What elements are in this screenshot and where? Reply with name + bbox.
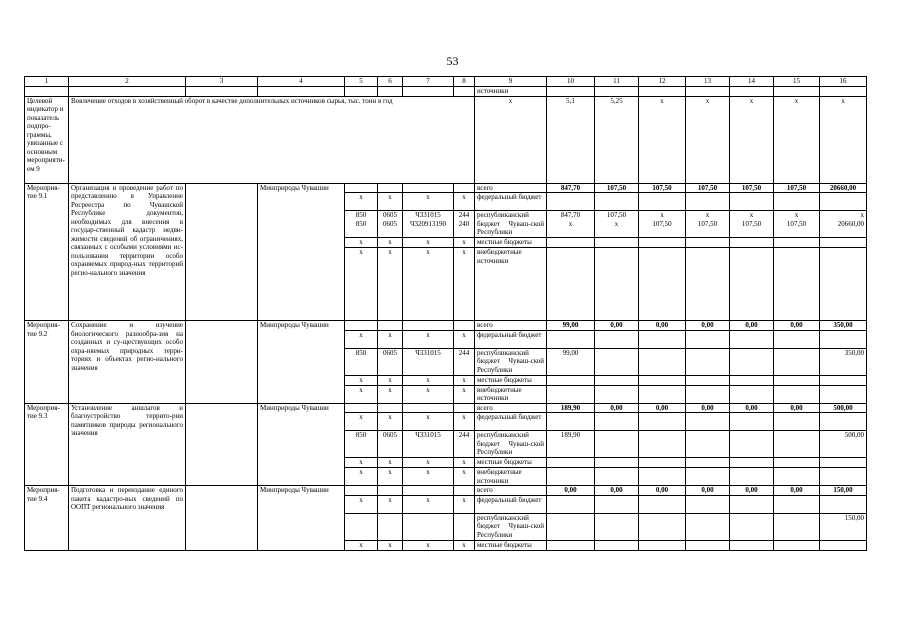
empty-cell bbox=[595, 238, 639, 248]
source-cell: федеральный бюджет bbox=[475, 495, 547, 513]
source-cell: источники bbox=[475, 87, 547, 97]
code-cell: х bbox=[378, 238, 403, 248]
empty-cell bbox=[547, 413, 595, 431]
empty-cell bbox=[774, 458, 820, 468]
executor-cell: Минприроды Чувашии bbox=[258, 403, 345, 486]
empty-cell bbox=[403, 486, 454, 496]
column-number-4: 4 bbox=[258, 77, 345, 87]
source-cell: местные бюджеты bbox=[475, 238, 547, 248]
kbk-cell: Ч331015 bbox=[403, 348, 454, 375]
empty-cell bbox=[730, 238, 774, 248]
empty-cell bbox=[186, 321, 258, 404]
amount-cell: 150,00 bbox=[820, 486, 867, 496]
indicator-col9: х bbox=[475, 96, 547, 183]
empty-cell bbox=[454, 87, 475, 97]
column-number-2: 2 bbox=[69, 77, 186, 87]
amount-cell: 189,90 bbox=[547, 403, 595, 413]
column-number-14: 14 bbox=[730, 77, 774, 87]
empty-cell bbox=[595, 193, 639, 211]
code-cell: х bbox=[345, 330, 378, 348]
empty-cell bbox=[639, 330, 686, 348]
empty-cell bbox=[639, 87, 686, 97]
empty-cell bbox=[547, 238, 595, 248]
code-cell: х bbox=[403, 193, 454, 211]
amount-cell: 0,00 bbox=[595, 403, 639, 413]
empty-cell bbox=[820, 468, 867, 486]
activity-name: Подготовка и переиздание единого пакета кадастро-вых сведений по ООПТ регионального значения bbox=[69, 486, 186, 551]
empty-cell bbox=[686, 385, 730, 403]
empty-cell bbox=[774, 330, 820, 348]
indicator-value: х bbox=[639, 96, 686, 183]
source-cell: внебюджетные источники bbox=[475, 468, 547, 486]
kbk-cell: 0605 0605 bbox=[378, 211, 403, 238]
empty-cell bbox=[686, 468, 730, 486]
source-cell: всего bbox=[475, 486, 547, 496]
code-cell: х bbox=[345, 413, 378, 431]
activity-name: Установление аншлагов и благоустройство террито-рии памятников природы регионального значения bbox=[69, 403, 186, 486]
carry-over-row bbox=[25, 87, 867, 97]
code-cell: х bbox=[454, 468, 475, 486]
code-cell: х bbox=[378, 385, 403, 403]
code-cell: х bbox=[454, 238, 475, 248]
empty-cell bbox=[686, 248, 730, 321]
empty-cell bbox=[454, 403, 475, 413]
kbk-cell: 244 240 bbox=[454, 211, 475, 238]
source-cell: внебюджетные источники bbox=[475, 385, 547, 403]
empty-cell bbox=[454, 486, 475, 496]
amount-cell: 107,50 bbox=[686, 183, 730, 193]
amount-cell: 99,00 bbox=[547, 348, 595, 375]
empty-cell bbox=[547, 193, 595, 211]
amount-cell: 189,90 bbox=[547, 431, 595, 458]
amount-cell: 0,00 bbox=[639, 403, 686, 413]
empty-cell bbox=[595, 385, 639, 403]
empty-cell bbox=[820, 87, 867, 97]
amount-cell: 107,50 х bbox=[595, 211, 639, 238]
source-cell: республиканский бюджет Чуваш-ской Республики bbox=[475, 431, 547, 458]
amount-cell bbox=[639, 431, 686, 458]
amount-cell bbox=[639, 348, 686, 375]
empty-cell bbox=[730, 248, 774, 321]
empty-cell bbox=[730, 193, 774, 211]
amount-cell: 0,00 bbox=[774, 403, 820, 413]
empty-cell bbox=[595, 458, 639, 468]
empty-cell bbox=[820, 248, 867, 321]
code-cell: х bbox=[378, 248, 403, 321]
amount-cell: х 107,50 bbox=[774, 211, 820, 238]
empty-cell bbox=[639, 458, 686, 468]
amount-cell bbox=[730, 513, 774, 540]
kbk-cell: 850 bbox=[345, 348, 378, 375]
column-number-12: 12 bbox=[639, 77, 686, 87]
code-cell: х bbox=[378, 495, 403, 513]
activity-2-total-row bbox=[25, 321, 867, 331]
amount-cell: 107,50 bbox=[595, 183, 639, 193]
amount-cell: х 20660,00 bbox=[820, 211, 867, 238]
empty-cell bbox=[820, 495, 867, 513]
empty-cell bbox=[547, 330, 595, 348]
column-number-10: 10 bbox=[547, 77, 595, 87]
code-cell: х bbox=[403, 458, 454, 468]
amount-cell: 847,70 х bbox=[547, 211, 595, 238]
empty-cell bbox=[820, 385, 867, 403]
code-cell: х bbox=[454, 540, 475, 550]
empty-cell bbox=[639, 375, 686, 385]
kbk-cell: 0605 bbox=[378, 348, 403, 375]
empty-cell bbox=[595, 330, 639, 348]
amount-cell: 0,00 bbox=[730, 486, 774, 496]
empty-cell bbox=[730, 375, 774, 385]
amount-cell: 0,00 bbox=[595, 486, 639, 496]
empty-cell bbox=[378, 87, 403, 97]
empty-cell bbox=[547, 495, 595, 513]
empty-cell bbox=[186, 87, 258, 97]
indicator-value: х bbox=[730, 96, 774, 183]
amount-cell: 0,00 bbox=[639, 321, 686, 331]
empty-cell bbox=[820, 193, 867, 211]
executor-cell: Минприроды Чувашии bbox=[258, 321, 345, 404]
empty-cell bbox=[25, 87, 69, 97]
amount-cell: 107,50 bbox=[639, 183, 686, 193]
empty-cell bbox=[686, 193, 730, 211]
source-cell: местные бюджеты bbox=[475, 375, 547, 385]
kbk-cell: 244 bbox=[454, 348, 475, 375]
code-cell: х bbox=[345, 193, 378, 211]
empty-cell bbox=[547, 385, 595, 403]
source-cell: федеральный бюджет bbox=[475, 330, 547, 348]
empty-cell bbox=[595, 495, 639, 513]
executor-cell: Минприроды Чувашии bbox=[258, 183, 345, 321]
activity-label: Мероприя-тие 9.4 bbox=[25, 486, 69, 551]
code-cell: х bbox=[378, 193, 403, 211]
kbk-cell: Ч331015 Ч320913190 bbox=[403, 211, 454, 238]
amount-cell: 150,00 bbox=[820, 513, 867, 540]
empty-cell bbox=[686, 375, 730, 385]
empty-cell bbox=[547, 458, 595, 468]
empty-cell bbox=[820, 458, 867, 468]
code-cell: х bbox=[378, 468, 403, 486]
code-cell: х bbox=[454, 413, 475, 431]
amount-cell: 0,00 bbox=[639, 486, 686, 496]
empty-cell bbox=[730, 385, 774, 403]
kbk-cell: Ч331015 bbox=[403, 431, 454, 458]
empty-cell bbox=[686, 413, 730, 431]
empty-cell bbox=[774, 87, 820, 97]
source-cell: федеральный бюджет bbox=[475, 193, 547, 211]
kbk-cell bbox=[403, 513, 454, 540]
empty-cell bbox=[345, 321, 378, 331]
code-cell: х bbox=[454, 375, 475, 385]
indicator-label: Целевой индикатор и показатель подпро-граммы, увязанные с основным мероприяти-ем 9 bbox=[25, 96, 69, 183]
amount-cell: 350,00 bbox=[820, 321, 867, 331]
empty-cell bbox=[547, 468, 595, 486]
code-cell: х bbox=[403, 540, 454, 550]
amount-cell bbox=[595, 513, 639, 540]
empty-cell bbox=[820, 413, 867, 431]
column-number-8: 8 bbox=[454, 77, 475, 87]
empty-cell bbox=[378, 403, 403, 413]
amount-cell: 107,50 bbox=[774, 183, 820, 193]
empty-cell bbox=[378, 486, 403, 496]
column-number-6: 6 bbox=[378, 77, 403, 87]
amount-cell bbox=[686, 513, 730, 540]
activity-name: Организация и проведение работ по представлению в Управление Росреестра по Чувашской Республике документов, необходимых для внесения в государ-ственный кадастр недви-жимости сведений об ограничениях, связанных с особыми условиями ис-пользования территории особо охраняемых природ-ных территорий регио-нального значения bbox=[69, 183, 186, 321]
empty-cell bbox=[639, 248, 686, 321]
kbk-cell: 850 850 bbox=[345, 211, 378, 238]
code-cell: х bbox=[378, 540, 403, 550]
amount-cell: 350,00 bbox=[820, 348, 867, 375]
empty-cell bbox=[547, 375, 595, 385]
amount-cell: 0,00 bbox=[730, 403, 774, 413]
empty-cell bbox=[454, 183, 475, 193]
empty-cell bbox=[69, 87, 186, 97]
empty-cell bbox=[730, 413, 774, 431]
empty-cell bbox=[774, 385, 820, 403]
code-cell: х bbox=[454, 495, 475, 513]
empty-cell bbox=[595, 540, 639, 550]
code-cell: х bbox=[345, 540, 378, 550]
empty-cell bbox=[595, 468, 639, 486]
code-cell: х bbox=[403, 468, 454, 486]
empty-cell bbox=[378, 321, 403, 331]
empty-cell bbox=[730, 87, 774, 97]
empty-cell bbox=[547, 248, 595, 321]
source-cell: всего bbox=[475, 183, 547, 193]
empty-cell bbox=[258, 87, 345, 97]
amount-cell: 0,00 bbox=[547, 486, 595, 496]
source-cell: местные бюджеты bbox=[475, 458, 547, 468]
amount-cell: 0,00 bbox=[774, 321, 820, 331]
amount-cell bbox=[595, 431, 639, 458]
amount-cell bbox=[730, 431, 774, 458]
empty-cell bbox=[595, 87, 639, 97]
kbk-cell: 244 bbox=[454, 431, 475, 458]
source-cell: всего bbox=[475, 403, 547, 413]
amount-cell: х 107,50 bbox=[730, 211, 774, 238]
column-number-13: 13 bbox=[686, 77, 730, 87]
amount-cell bbox=[686, 348, 730, 375]
code-cell: х bbox=[345, 458, 378, 468]
code-cell: х bbox=[403, 495, 454, 513]
amount-cell bbox=[774, 513, 820, 540]
empty-cell bbox=[186, 183, 258, 321]
empty-cell bbox=[686, 87, 730, 97]
code-cell: х bbox=[454, 458, 475, 468]
empty-cell bbox=[547, 540, 595, 550]
code-cell: х bbox=[403, 385, 454, 403]
empty-cell bbox=[820, 540, 867, 550]
empty-cell bbox=[595, 375, 639, 385]
column-number-5: 5 bbox=[345, 77, 378, 87]
empty-cell bbox=[774, 193, 820, 211]
activity-1-total-row bbox=[25, 183, 867, 193]
code-cell: х bbox=[454, 248, 475, 321]
source-cell: республиканский бюджет Чуваш-ской Республики bbox=[475, 513, 547, 540]
indicator-value: х bbox=[820, 96, 867, 183]
empty-cell bbox=[454, 321, 475, 331]
empty-cell bbox=[639, 193, 686, 211]
empty-cell bbox=[730, 540, 774, 550]
column-number-9: 9 bbox=[475, 77, 547, 87]
column-number-7: 7 bbox=[403, 77, 454, 87]
kbk-cell: 0605 bbox=[378, 431, 403, 458]
amount-cell: 500,00 bbox=[820, 431, 867, 458]
empty-cell bbox=[730, 458, 774, 468]
code-cell: х bbox=[403, 375, 454, 385]
amount-cell: 0,00 bbox=[686, 486, 730, 496]
code-cell: х bbox=[345, 385, 378, 403]
activity-3-total-row bbox=[25, 403, 867, 413]
code-cell: х bbox=[378, 458, 403, 468]
amount-cell bbox=[774, 348, 820, 375]
empty-cell bbox=[595, 248, 639, 321]
code-cell: х bbox=[378, 330, 403, 348]
amount-cell: 99,00 bbox=[547, 321, 595, 331]
empty-cell bbox=[403, 321, 454, 331]
code-cell: х bbox=[454, 193, 475, 211]
indicator-value: 5,25 bbox=[595, 96, 639, 183]
empty-cell bbox=[378, 183, 403, 193]
code-cell: х bbox=[403, 248, 454, 321]
amount-cell: 0,00 bbox=[686, 321, 730, 331]
indicator-value: 5,1 bbox=[547, 96, 595, 183]
empty-cell bbox=[820, 375, 867, 385]
empty-cell bbox=[774, 375, 820, 385]
indicator-value: х bbox=[774, 96, 820, 183]
amount-cell bbox=[639, 513, 686, 540]
amount-cell: 0,00 bbox=[774, 486, 820, 496]
activity-4-total-row bbox=[25, 486, 867, 496]
empty-cell bbox=[820, 330, 867, 348]
code-cell: х bbox=[345, 468, 378, 486]
empty-cell bbox=[186, 486, 258, 551]
empty-cell bbox=[639, 495, 686, 513]
code-cell: х bbox=[378, 375, 403, 385]
empty-cell bbox=[774, 468, 820, 486]
empty-cell bbox=[686, 238, 730, 248]
source-cell: республиканский бюджет Чуваш-ской Республики bbox=[475, 211, 547, 238]
amount-cell: 0,00 bbox=[595, 321, 639, 331]
empty-cell bbox=[345, 486, 378, 496]
column-number-3: 3 bbox=[186, 77, 258, 87]
empty-cell bbox=[403, 183, 454, 193]
empty-cell bbox=[595, 413, 639, 431]
activity-label: Мероприя-тие 9.1 bbox=[25, 183, 69, 321]
empty-cell bbox=[686, 540, 730, 550]
amount-cell bbox=[774, 431, 820, 458]
empty-cell bbox=[730, 468, 774, 486]
source-cell: внебюджетные источники bbox=[475, 248, 547, 321]
amount-cell: 500,00 bbox=[820, 403, 867, 413]
empty-cell bbox=[345, 87, 378, 97]
indicator-text: Вовлечение отходов в хозяйственный оборот в качестве дополнительных источников сырья, тыс. тонн в год bbox=[69, 96, 475, 183]
code-cell: х bbox=[345, 375, 378, 385]
budget-table bbox=[24, 76, 867, 551]
code-cell: х bbox=[403, 238, 454, 248]
empty-cell bbox=[639, 385, 686, 403]
amount-cell: х 107,50 bbox=[639, 211, 686, 238]
empty-cell bbox=[639, 540, 686, 550]
amount-cell bbox=[595, 348, 639, 375]
empty-cell bbox=[774, 495, 820, 513]
empty-cell bbox=[820, 238, 867, 248]
source-cell: республиканский бюджет Чуваш-ской Республики bbox=[475, 348, 547, 375]
column-number-11: 11 bbox=[595, 77, 639, 87]
empty-cell bbox=[639, 238, 686, 248]
indicator-value: х bbox=[686, 96, 730, 183]
column-number-1: 1 bbox=[25, 77, 69, 87]
empty-cell bbox=[774, 540, 820, 550]
source-cell: федеральный бюджет bbox=[475, 413, 547, 431]
empty-cell bbox=[186, 403, 258, 486]
activity-name: Сохранение и изучение биологического разнообра-зия на созданных и су-ществующих особо охра-няемых природных терри-ториях и объектах регио-нального значения bbox=[69, 321, 186, 404]
empty-cell bbox=[774, 238, 820, 248]
indicator-row bbox=[25, 96, 867, 183]
code-cell: х bbox=[403, 413, 454, 431]
empty-cell bbox=[547, 87, 595, 97]
empty-cell bbox=[686, 495, 730, 513]
amount-cell bbox=[730, 348, 774, 375]
amount-cell: 20660,00 bbox=[820, 183, 867, 193]
code-cell: х bbox=[345, 495, 378, 513]
kbk-cell bbox=[454, 513, 475, 540]
activity-label: Мероприя-тие 9.3 bbox=[25, 403, 69, 486]
empty-cell bbox=[639, 413, 686, 431]
code-cell: х bbox=[345, 238, 378, 248]
page-number: 53 bbox=[446, 54, 459, 68]
kbk-cell bbox=[345, 513, 378, 540]
source-cell: местные бюджеты bbox=[475, 540, 547, 550]
code-cell: х bbox=[345, 248, 378, 321]
empty-cell bbox=[686, 458, 730, 468]
empty-cell bbox=[639, 468, 686, 486]
empty-cell bbox=[345, 183, 378, 193]
empty-cell bbox=[403, 87, 454, 97]
source-cell: всего bbox=[475, 321, 547, 331]
code-cell: х bbox=[378, 413, 403, 431]
column-number-row bbox=[25, 77, 867, 87]
amount-cell bbox=[686, 431, 730, 458]
kbk-cell: 850 bbox=[345, 431, 378, 458]
executor-cell: Минприроды Чувашии bbox=[258, 486, 345, 551]
empty-cell bbox=[403, 403, 454, 413]
amount-cell bbox=[547, 513, 595, 540]
code-cell: х bbox=[403, 330, 454, 348]
kbk-cell bbox=[378, 513, 403, 540]
amount-cell: 0,00 bbox=[730, 321, 774, 331]
empty-cell bbox=[730, 330, 774, 348]
empty-cell bbox=[774, 248, 820, 321]
column-number-16: 16 bbox=[820, 77, 867, 87]
activity-label: Мероприя-тие 9.2 bbox=[25, 321, 69, 404]
empty-cell bbox=[345, 403, 378, 413]
amount-cell: х 107,50 bbox=[686, 211, 730, 238]
code-cell: х bbox=[454, 330, 475, 348]
column-number-15: 15 bbox=[774, 77, 820, 87]
code-cell: х bbox=[454, 385, 475, 403]
amount-cell: 847,70 bbox=[547, 183, 595, 193]
empty-cell bbox=[686, 330, 730, 348]
amount-cell: 0,00 bbox=[686, 403, 730, 413]
empty-cell bbox=[730, 495, 774, 513]
empty-cell bbox=[774, 413, 820, 431]
amount-cell: 107,50 bbox=[730, 183, 774, 193]
